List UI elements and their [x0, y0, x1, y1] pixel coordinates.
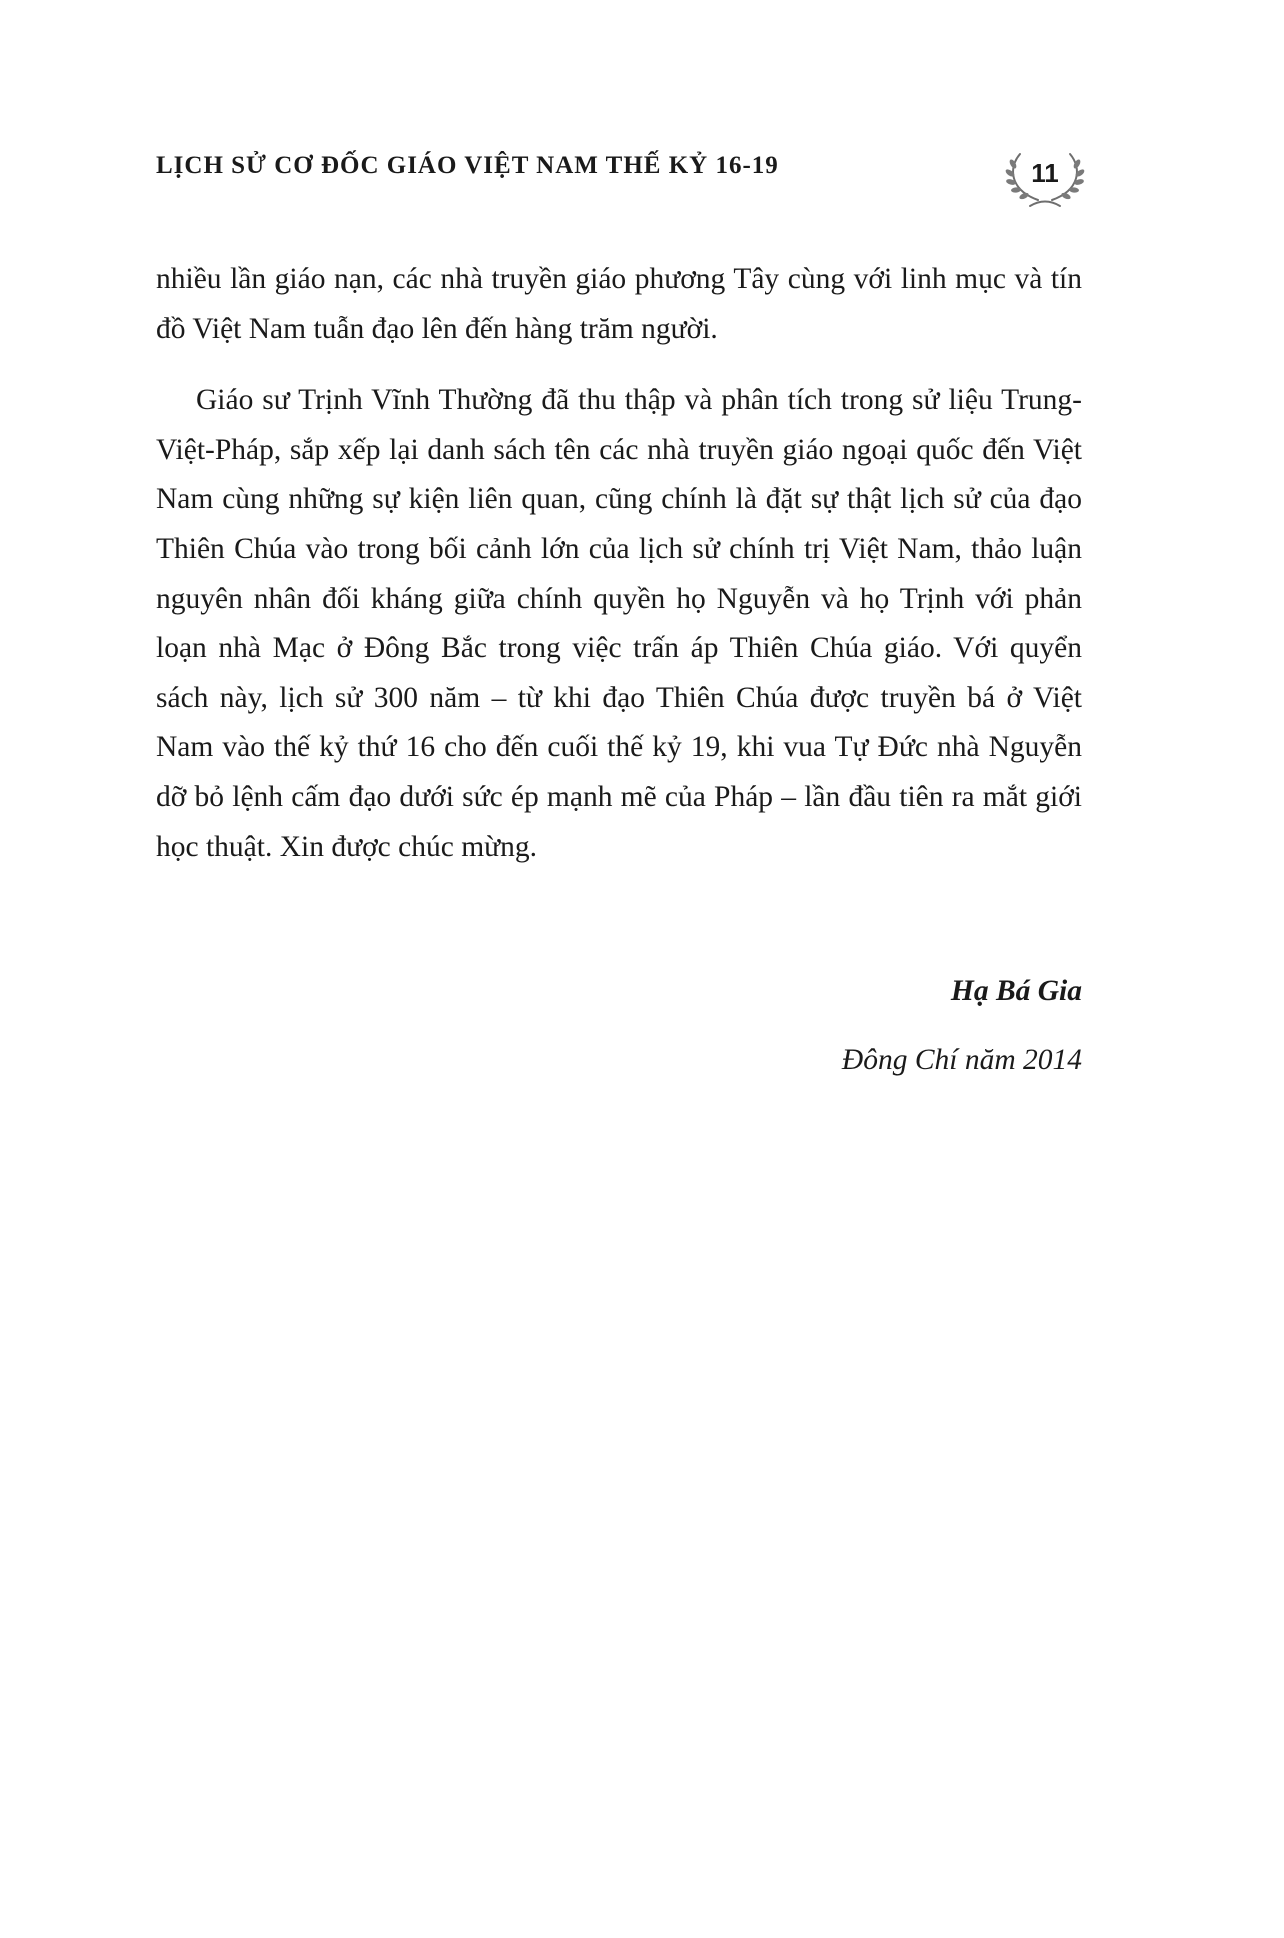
running-header-title: LỊCH SỬ CƠ ĐỐC GIÁO VIỆT NAM THẾ KỶ 16-19: [156, 152, 779, 179]
signature-date: Đông Chí năm 2014: [841, 1044, 1082, 1076]
paragraph: Giáo sư Trịnh Vĩnh Thường đã thu thập và phân tích trong sử liệu Trung-Việt-Pháp, sắp xếp lại danh sách tên các nhà truyền giáo ngoại quốc đến Việt Nam cùng những sự kiện liên quan, cũng chính là đặt sự thật lịch sử của đạo Thiên Chúa vào trong bối cảnh lớn của lịch sử chính trị Việt Nam, thảo luận nguyên nhân đối kháng giữa chính quyền họ Nguyễn và họ Trịnh với phản loạn nhà Mạc ở Đông Bắc trong việc trấn áp Thiên Chúa giáo. Với quyển sách này, lịch sử 300 năm – từ khi đạo Thiên Chúa được truyền bá ở Việt Nam vào thế kỷ thứ 16 cho đến cuối thế kỷ 19, khi vua Tự Đức nhà Nguyễn dỡ bỏ lệnh cấm đạo dưới sức ép mạnh mẽ của Pháp – lần đầu tiên ra mắt giới học thuật. Xin được chúc mừng.: [156, 384, 1082, 863]
page-number-badge: [1000, 150, 1090, 216]
paragraph-continuation: nhiều lần giáo nạn, các nhà truyền giáo phương Tây cùng với linh mục và tín đồ Việt Nam tuẫn đạo lên đến hàng trăm người.: [156, 263, 1082, 345]
page-number: 11: [1031, 158, 1059, 188]
signature-author: Hạ Bá Gia: [950, 975, 1082, 1007]
body-text: [156, 255, 1082, 872]
